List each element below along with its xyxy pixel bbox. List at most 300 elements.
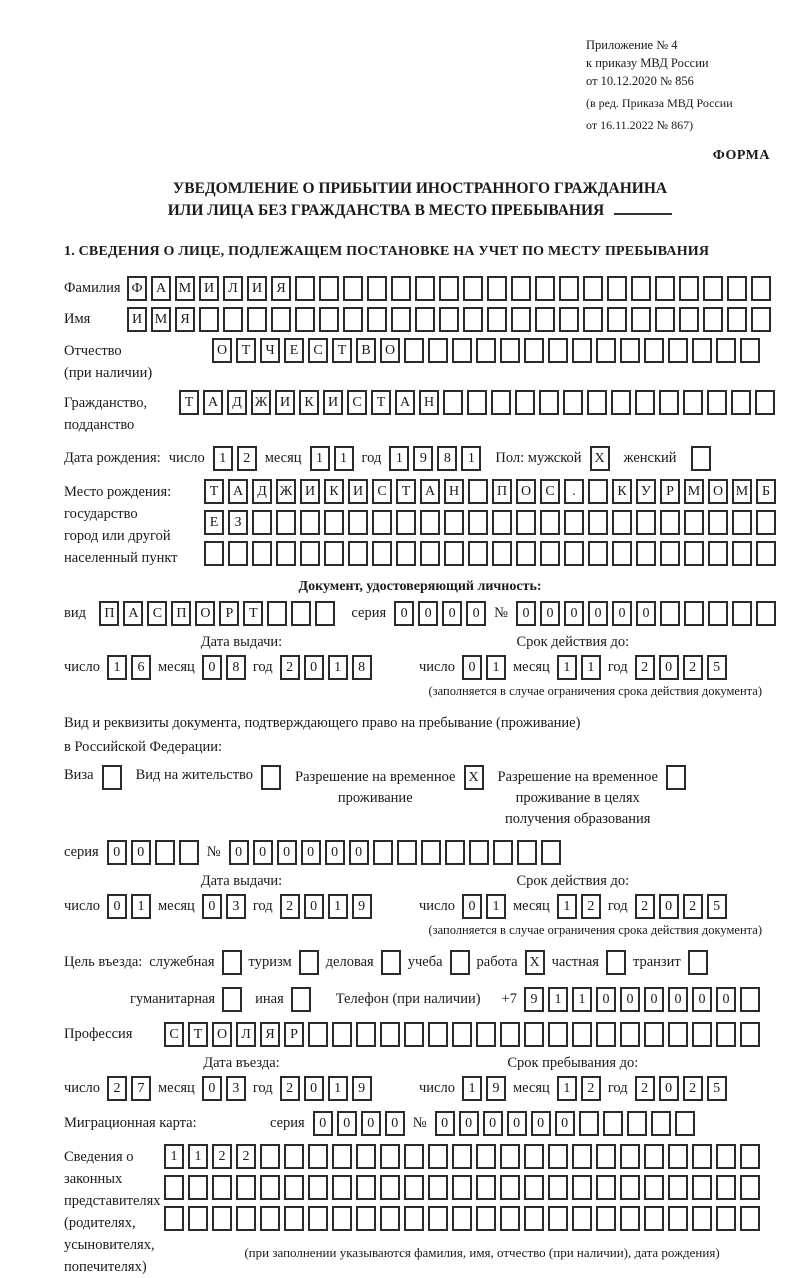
char-box[interactable] xyxy=(452,1022,472,1047)
char-box[interactable]: 0 xyxy=(394,601,414,626)
char-box[interactable]: 0 xyxy=(692,987,712,1012)
visa-checkbox[interactable] xyxy=(102,765,122,790)
char-box[interactable]: 9 xyxy=(352,894,372,919)
char-box[interactable]: 2 xyxy=(280,1076,300,1101)
birthplace-input-row1[interactable] xyxy=(204,479,776,504)
char-box[interactable] xyxy=(500,1022,520,1047)
char-box[interactable]: 2 xyxy=(683,1076,703,1101)
resident-issue-year[interactable] xyxy=(280,894,372,919)
char-box[interactable]: С xyxy=(308,338,328,363)
char-box[interactable]: Р xyxy=(284,1022,304,1047)
char-box[interactable] xyxy=(271,307,291,332)
char-box[interactable] xyxy=(404,1144,424,1169)
char-box[interactable]: 2 xyxy=(581,1076,601,1101)
char-box[interactable] xyxy=(675,1111,695,1136)
char-box[interactable]: 6 xyxy=(131,655,151,680)
char-box[interactable] xyxy=(516,541,536,566)
char-box[interactable]: О xyxy=(380,338,400,363)
char-box[interactable]: О xyxy=(708,479,728,504)
identity-doc-series-input[interactable] xyxy=(394,601,486,626)
char-box[interactable] xyxy=(404,1206,424,1231)
char-box[interactable]: К xyxy=(299,390,319,415)
char-box[interactable] xyxy=(655,307,675,332)
char-box[interactable] xyxy=(450,950,470,975)
char-box[interactable] xyxy=(535,307,555,332)
char-box[interactable] xyxy=(404,1022,424,1047)
char-box[interactable] xyxy=(644,338,664,363)
char-box[interactable] xyxy=(583,307,603,332)
char-box[interactable]: Ж xyxy=(276,479,296,504)
sex-female-checkbox[interactable] xyxy=(691,446,711,471)
char-box[interactable]: X xyxy=(525,950,545,975)
char-box[interactable] xyxy=(179,840,199,865)
char-box[interactable]: 0 xyxy=(483,1111,503,1136)
char-box[interactable] xyxy=(397,840,417,865)
char-box[interactable] xyxy=(260,1206,280,1231)
char-box[interactable]: 1 xyxy=(548,987,568,1012)
char-box[interactable] xyxy=(620,1144,640,1169)
char-box[interactable]: 0 xyxy=(435,1111,455,1136)
char-box[interactable] xyxy=(276,510,296,535)
char-box[interactable]: 5 xyxy=(707,894,727,919)
char-box[interactable]: 1 xyxy=(310,446,330,471)
char-box[interactable] xyxy=(620,1175,640,1200)
char-box[interactable] xyxy=(548,1175,568,1200)
char-box[interactable]: 2 xyxy=(107,1076,127,1101)
char-box[interactable] xyxy=(391,276,411,301)
char-box[interactable]: 5 xyxy=(707,655,727,680)
char-box[interactable] xyxy=(684,510,704,535)
char-box[interactable] xyxy=(572,1175,592,1200)
char-box[interactable] xyxy=(612,510,632,535)
char-box[interactable] xyxy=(252,541,272,566)
char-box[interactable] xyxy=(295,276,315,301)
char-box[interactable] xyxy=(348,541,368,566)
identity-doc-type-input[interactable] xyxy=(99,601,335,626)
char-box[interactable] xyxy=(487,276,507,301)
char-box[interactable]: 3 xyxy=(226,1076,246,1101)
purpose-work-checkbox[interactable] xyxy=(525,950,545,975)
char-box[interactable] xyxy=(404,1175,424,1200)
char-box[interactable] xyxy=(343,307,363,332)
migration-card-series-input[interactable] xyxy=(313,1111,405,1136)
char-box[interactable]: У xyxy=(636,479,656,504)
edu-permit-checkbox[interactable] xyxy=(666,765,686,790)
char-box[interactable] xyxy=(380,1144,400,1169)
char-box[interactable] xyxy=(315,601,335,626)
char-box[interactable] xyxy=(415,276,435,301)
purpose-private-checkbox[interactable] xyxy=(606,950,626,975)
char-box[interactable]: М xyxy=(732,479,752,504)
char-box[interactable]: 1 xyxy=(213,446,233,471)
char-box[interactable] xyxy=(308,1022,328,1047)
char-box[interactable] xyxy=(284,1144,304,1169)
char-box[interactable]: 0 xyxy=(337,1111,357,1136)
char-box[interactable] xyxy=(476,1206,496,1231)
char-box[interactable] xyxy=(300,510,320,535)
char-box[interactable] xyxy=(452,1206,472,1231)
char-box[interactable] xyxy=(740,987,760,1012)
char-box[interactable]: 5 xyxy=(707,1076,727,1101)
char-box[interactable] xyxy=(644,1206,664,1231)
char-box[interactable]: С xyxy=(347,390,367,415)
char-box[interactable]: Р xyxy=(219,601,239,626)
char-box[interactable] xyxy=(164,1175,184,1200)
char-box[interactable] xyxy=(391,307,411,332)
char-box[interactable] xyxy=(291,601,311,626)
char-box[interactable] xyxy=(644,1144,664,1169)
char-box[interactable] xyxy=(692,1175,712,1200)
char-box[interactable]: 1 xyxy=(572,987,592,1012)
char-box[interactable]: 0 xyxy=(612,601,632,626)
char-box[interactable] xyxy=(284,1175,304,1200)
char-box[interactable] xyxy=(267,601,287,626)
purpose-study-checkbox[interactable] xyxy=(450,950,470,975)
char-box[interactable] xyxy=(636,541,656,566)
char-box[interactable] xyxy=(299,950,319,975)
char-box[interactable] xyxy=(596,1022,616,1047)
char-box[interactable]: Л xyxy=(236,1022,256,1047)
char-box[interactable] xyxy=(212,1175,232,1200)
char-box[interactable]: 0 xyxy=(107,840,127,865)
char-box[interactable] xyxy=(476,1022,496,1047)
char-box[interactable] xyxy=(620,1206,640,1231)
char-box[interactable] xyxy=(524,1175,544,1200)
char-box[interactable] xyxy=(631,276,651,301)
char-box[interactable]: 2 xyxy=(683,655,703,680)
char-box[interactable] xyxy=(212,1206,232,1231)
char-box[interactable] xyxy=(515,390,535,415)
char-box[interactable] xyxy=(356,1144,376,1169)
char-box[interactable]: Б xyxy=(756,479,776,504)
purpose-official-checkbox[interactable] xyxy=(222,950,242,975)
char-box[interactable] xyxy=(716,1175,736,1200)
resident-doc-number-input[interactable] xyxy=(229,840,561,865)
char-box[interactable] xyxy=(291,987,311,1012)
char-box[interactable] xyxy=(468,541,488,566)
char-box[interactable] xyxy=(468,510,488,535)
char-box[interactable]: Т xyxy=(396,479,416,504)
char-box[interactable]: А xyxy=(203,390,223,415)
char-box[interactable]: А xyxy=(228,479,248,504)
char-box[interactable] xyxy=(732,601,752,626)
identity-issue-day[interactable] xyxy=(107,655,151,680)
char-box[interactable] xyxy=(588,510,608,535)
char-box[interactable]: 0 xyxy=(301,840,321,865)
char-box[interactable] xyxy=(343,276,363,301)
char-box[interactable] xyxy=(596,1175,616,1200)
char-box[interactable]: 0 xyxy=(466,601,486,626)
char-box[interactable]: 0 xyxy=(596,987,616,1012)
char-box[interactable]: П xyxy=(171,601,191,626)
identity-issue-month[interactable] xyxy=(202,655,246,680)
char-box[interactable]: 2 xyxy=(280,894,300,919)
char-box[interactable]: Т xyxy=(204,479,224,504)
char-box[interactable] xyxy=(204,541,224,566)
char-box[interactable]: 0 xyxy=(202,1076,222,1101)
char-box[interactable]: 9 xyxy=(524,987,544,1012)
char-box[interactable]: 1 xyxy=(328,655,348,680)
char-box[interactable] xyxy=(492,541,512,566)
firstname-input[interactable] xyxy=(127,307,771,332)
char-box[interactable]: Ч xyxy=(260,338,280,363)
char-box[interactable]: 0 xyxy=(277,840,297,865)
char-box[interactable] xyxy=(683,390,703,415)
char-box[interactable] xyxy=(668,1144,688,1169)
char-box[interactable] xyxy=(367,276,387,301)
phone-input[interactable] xyxy=(524,987,760,1012)
char-box[interactable]: Н xyxy=(419,390,439,415)
residence-permit-checkbox[interactable] xyxy=(261,765,281,790)
char-box[interactable]: К xyxy=(612,479,632,504)
char-box[interactable] xyxy=(666,765,686,790)
char-box[interactable] xyxy=(751,276,771,301)
resident-expiry-year[interactable] xyxy=(635,894,727,919)
representatives-input-row2[interactable] xyxy=(164,1175,760,1200)
char-box[interactable] xyxy=(692,1022,712,1047)
char-box[interactable] xyxy=(188,1175,208,1200)
char-box[interactable]: 9 xyxy=(486,1076,506,1101)
char-box[interactable] xyxy=(756,510,776,535)
char-box[interactable] xyxy=(356,1022,376,1047)
char-box[interactable]: О xyxy=(195,601,215,626)
char-box[interactable] xyxy=(332,1144,352,1169)
char-box[interactable] xyxy=(579,1111,599,1136)
resident-expiry-month[interactable] xyxy=(557,894,601,919)
char-box[interactable]: 0 xyxy=(459,1111,479,1136)
char-box[interactable]: 0 xyxy=(325,840,345,865)
identity-doc-number-input[interactable] xyxy=(516,601,776,626)
char-box[interactable]: 0 xyxy=(253,840,273,865)
char-box[interactable]: Л xyxy=(223,276,243,301)
resident-issue-month[interactable] xyxy=(202,894,246,919)
char-box[interactable] xyxy=(236,1206,256,1231)
char-box[interactable] xyxy=(373,840,393,865)
char-box[interactable] xyxy=(707,390,727,415)
char-box[interactable] xyxy=(445,840,465,865)
char-box[interactable] xyxy=(428,338,448,363)
char-box[interactable] xyxy=(467,390,487,415)
char-box[interactable]: 0 xyxy=(107,894,127,919)
char-box[interactable] xyxy=(716,338,736,363)
char-box[interactable] xyxy=(727,276,747,301)
char-box[interactable] xyxy=(300,541,320,566)
char-box[interactable] xyxy=(493,840,513,865)
char-box[interactable] xyxy=(222,987,242,1012)
char-box[interactable]: 1 xyxy=(557,655,577,680)
char-box[interactable] xyxy=(516,510,536,535)
char-box[interactable] xyxy=(295,307,315,332)
char-box[interactable] xyxy=(524,1206,544,1231)
char-box[interactable]: 2 xyxy=(212,1144,232,1169)
purpose-transit-checkbox[interactable] xyxy=(688,950,708,975)
char-box[interactable] xyxy=(380,1175,400,1200)
char-box[interactable]: 8 xyxy=(226,655,246,680)
char-box[interactable]: 2 xyxy=(581,894,601,919)
char-box[interactable] xyxy=(439,276,459,301)
char-box[interactable] xyxy=(668,1175,688,1200)
char-box[interactable]: М xyxy=(151,307,171,332)
char-box[interactable]: 0 xyxy=(349,840,369,865)
char-box[interactable] xyxy=(740,1206,760,1231)
char-box[interactable] xyxy=(260,1144,280,1169)
birth-month-input[interactable] xyxy=(310,446,354,471)
char-box[interactable]: Д xyxy=(227,390,247,415)
char-box[interactable]: 0 xyxy=(516,601,536,626)
char-box[interactable] xyxy=(716,1144,736,1169)
char-box[interactable]: 0 xyxy=(385,1111,405,1136)
char-box[interactable] xyxy=(222,950,242,975)
char-box[interactable] xyxy=(572,1206,592,1231)
char-box[interactable] xyxy=(751,307,771,332)
char-box[interactable]: 0 xyxy=(540,601,560,626)
char-box[interactable] xyxy=(319,276,339,301)
char-box[interactable] xyxy=(396,510,416,535)
char-box[interactable]: Ф xyxy=(127,276,147,301)
char-box[interactable] xyxy=(540,510,560,535)
char-box[interactable]: С xyxy=(164,1022,184,1047)
char-box[interactable] xyxy=(620,338,640,363)
birthplace-input-row3[interactable] xyxy=(204,541,776,566)
char-box[interactable] xyxy=(740,1144,760,1169)
char-box[interactable]: Т xyxy=(371,390,391,415)
char-box[interactable] xyxy=(679,307,699,332)
char-box[interactable] xyxy=(276,541,296,566)
char-box[interactable] xyxy=(476,338,496,363)
char-box[interactable] xyxy=(716,1206,736,1231)
char-box[interactable]: Я xyxy=(260,1022,280,1047)
surname-input[interactable] xyxy=(127,276,771,301)
char-box[interactable]: 0 xyxy=(462,894,482,919)
char-box[interactable]: 8 xyxy=(352,655,372,680)
char-box[interactable] xyxy=(708,601,728,626)
char-box[interactable]: С xyxy=(372,479,392,504)
char-box[interactable] xyxy=(421,840,441,865)
char-box[interactable]: З xyxy=(228,510,248,535)
char-box[interactable] xyxy=(452,1144,472,1169)
char-box[interactable] xyxy=(332,1022,352,1047)
char-box[interactable]: 0 xyxy=(229,840,249,865)
char-box[interactable]: А xyxy=(123,601,143,626)
char-box[interactable]: 9 xyxy=(413,446,433,471)
char-box[interactable] xyxy=(324,541,344,566)
char-box[interactable] xyxy=(228,541,248,566)
char-box[interactable]: 2 xyxy=(237,446,257,471)
char-box[interactable]: Т xyxy=(179,390,199,415)
temp-permit-checkbox[interactable] xyxy=(464,765,484,790)
char-box[interactable] xyxy=(548,338,568,363)
char-box[interactable]: Д xyxy=(252,479,272,504)
char-box[interactable] xyxy=(308,1175,328,1200)
char-box[interactable] xyxy=(535,276,555,301)
char-box[interactable] xyxy=(644,1175,664,1200)
char-box[interactable]: И xyxy=(300,479,320,504)
identity-expiry-year[interactable] xyxy=(635,655,727,680)
char-box[interactable]: 0 xyxy=(304,894,324,919)
char-box[interactable] xyxy=(548,1206,568,1231)
char-box[interactable]: М xyxy=(684,479,704,504)
char-box[interactable] xyxy=(476,1175,496,1200)
char-box[interactable] xyxy=(367,307,387,332)
char-box[interactable] xyxy=(668,1206,688,1231)
char-box[interactable]: Ж xyxy=(251,390,271,415)
identity-expiry-month[interactable] xyxy=(557,655,601,680)
char-box[interactable] xyxy=(691,446,711,471)
char-box[interactable] xyxy=(356,1206,376,1231)
char-box[interactable] xyxy=(463,307,483,332)
char-box[interactable] xyxy=(415,307,435,332)
char-box[interactable]: М xyxy=(175,276,195,301)
char-box[interactable] xyxy=(756,541,776,566)
char-box[interactable] xyxy=(635,390,655,415)
char-box[interactable]: В xyxy=(356,338,376,363)
char-box[interactable]: Я xyxy=(175,307,195,332)
char-box[interactable] xyxy=(492,510,512,535)
char-box[interactable] xyxy=(500,1144,520,1169)
char-box[interactable] xyxy=(500,338,520,363)
char-box[interactable]: 2 xyxy=(635,1076,655,1101)
char-box[interactable]: 0 xyxy=(313,1111,333,1136)
stay-month[interactable] xyxy=(557,1076,601,1101)
char-box[interactable]: 0 xyxy=(644,987,664,1012)
char-box[interactable] xyxy=(511,276,531,301)
char-box[interactable]: 1 xyxy=(486,655,506,680)
char-box[interactable] xyxy=(740,1022,760,1047)
purpose-humanitarian-checkbox[interactable] xyxy=(222,987,242,1012)
char-box[interactable]: Т xyxy=(332,338,352,363)
char-box[interactable] xyxy=(740,1175,760,1200)
purpose-tourism-checkbox[interactable] xyxy=(299,950,319,975)
char-box[interactable] xyxy=(655,276,675,301)
char-box[interactable] xyxy=(611,390,631,415)
char-box[interactable] xyxy=(732,541,752,566)
char-box[interactable]: 8 xyxy=(437,446,457,471)
char-box[interactable] xyxy=(188,1206,208,1231)
char-box[interactable]: 1 xyxy=(486,894,506,919)
char-box[interactable] xyxy=(740,338,760,363)
char-box[interactable] xyxy=(627,1111,647,1136)
char-box[interactable] xyxy=(572,1144,592,1169)
char-box[interactable] xyxy=(631,307,651,332)
char-box[interactable] xyxy=(444,510,464,535)
char-box[interactable] xyxy=(651,1111,671,1136)
char-box[interactable] xyxy=(583,276,603,301)
char-box[interactable] xyxy=(660,601,680,626)
char-box[interactable] xyxy=(540,541,560,566)
char-box[interactable]: 0 xyxy=(588,601,608,626)
birth-day-input[interactable] xyxy=(213,446,257,471)
char-box[interactable]: 0 xyxy=(131,840,151,865)
char-box[interactable] xyxy=(444,541,464,566)
char-box[interactable]: 1 xyxy=(188,1144,208,1169)
char-box[interactable] xyxy=(356,1175,376,1200)
char-box[interactable]: 2 xyxy=(683,894,703,919)
char-box[interactable] xyxy=(588,541,608,566)
char-box[interactable]: И xyxy=(275,390,295,415)
char-box[interactable] xyxy=(644,1022,664,1047)
char-box[interactable]: К xyxy=(324,479,344,504)
char-box[interactable] xyxy=(684,601,704,626)
entry-day[interactable] xyxy=(107,1076,151,1101)
char-box[interactable] xyxy=(708,510,728,535)
char-box[interactable] xyxy=(660,510,680,535)
citizenship-input[interactable] xyxy=(179,390,775,415)
char-box[interactable] xyxy=(572,338,592,363)
char-box[interactable]: А xyxy=(151,276,171,301)
char-box[interactable] xyxy=(684,541,704,566)
char-box[interactable]: 0 xyxy=(361,1111,381,1136)
char-box[interactable] xyxy=(404,338,424,363)
